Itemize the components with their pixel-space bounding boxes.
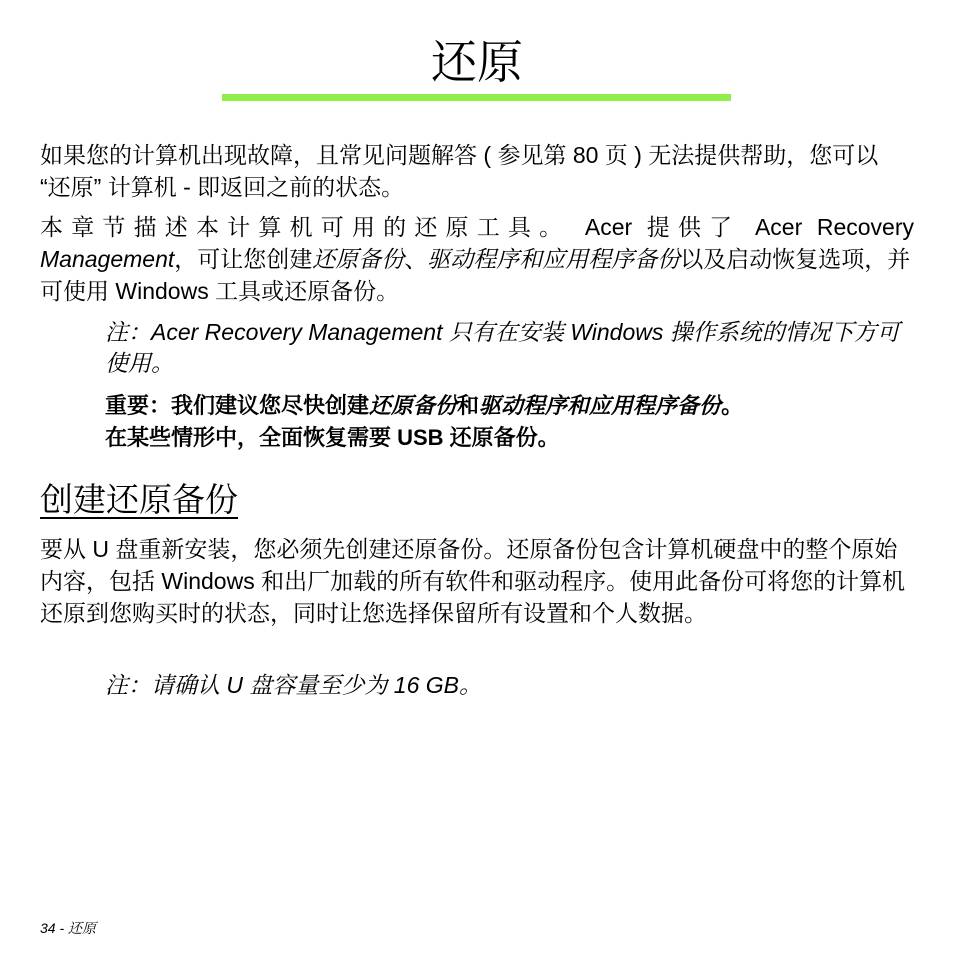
important-drivers-backup: 驱动程序和应用程序备份 [479, 393, 722, 418]
section-paragraph: 要从 U 盘重新安装，您必须先创建还原备份。还原备份包含计算机硬盘中的整个原始内容，包括 Windows 和出厂加载的所有软件和驱动程序。使用此备份可将您的计算机还原到您购买时的状态，同时让您选择保留所有设置和个人数据。 [40, 536, 906, 626]
intro-paragraph: 如果您的计算机出现故障，且常见问题解答 ( 参见第 80 页 ) 无法提供帮助，您可以 “还原” 计算机 - 即返回之前的状态。 [40, 142, 879, 200]
title-underline-bar [222, 94, 731, 101]
tools-paragraph-line1-text: 本章节描述本计算机可用的还原工具。 Acer 提供了 Acer Recovery [40, 214, 914, 240]
tools-paragraph-rest [40, 243, 914, 307]
tools-text-f: 以及启动恢复选项，并可使用 Windows 工具或还原备份。 [40, 246, 911, 304]
important-text-e: 。 [721, 393, 744, 418]
product-name-cont: Management [40, 246, 175, 272]
important-text-a: 重要：我们建议您尽快创建 [105, 393, 370, 418]
important-notice [105, 390, 915, 454]
note-recovery-management: 注：Acer Recovery Management 只有在安装 Windows 操作系统的情况下方可使用。 [105, 319, 900, 376]
section-heading: 创建还原备份 [40, 481, 238, 518]
recovery-backup-term: 还原备份 [312, 246, 405, 272]
note-usb-capacity: 注：请确认 U 盘容量至少为 16 GB。 [105, 672, 482, 698]
tools-text-b: ，可让您创建 [174, 246, 313, 272]
important-recovery-backup: 还原备份 [369, 393, 458, 418]
important-line2: 在某些情形中，全面恢复需要 USB 还原备份。 [105, 425, 560, 450]
drivers-apps-backup-term: 驱动程序和应用程序备份 [427, 246, 681, 272]
tools-text-d: 、 [404, 246, 428, 272]
important-text-c: 和 [457, 393, 480, 418]
page-footer: 34 - 还原 [40, 920, 97, 936]
page-title: 还原 [431, 36, 523, 88]
tools-paragraph-line1 [40, 211, 914, 243]
